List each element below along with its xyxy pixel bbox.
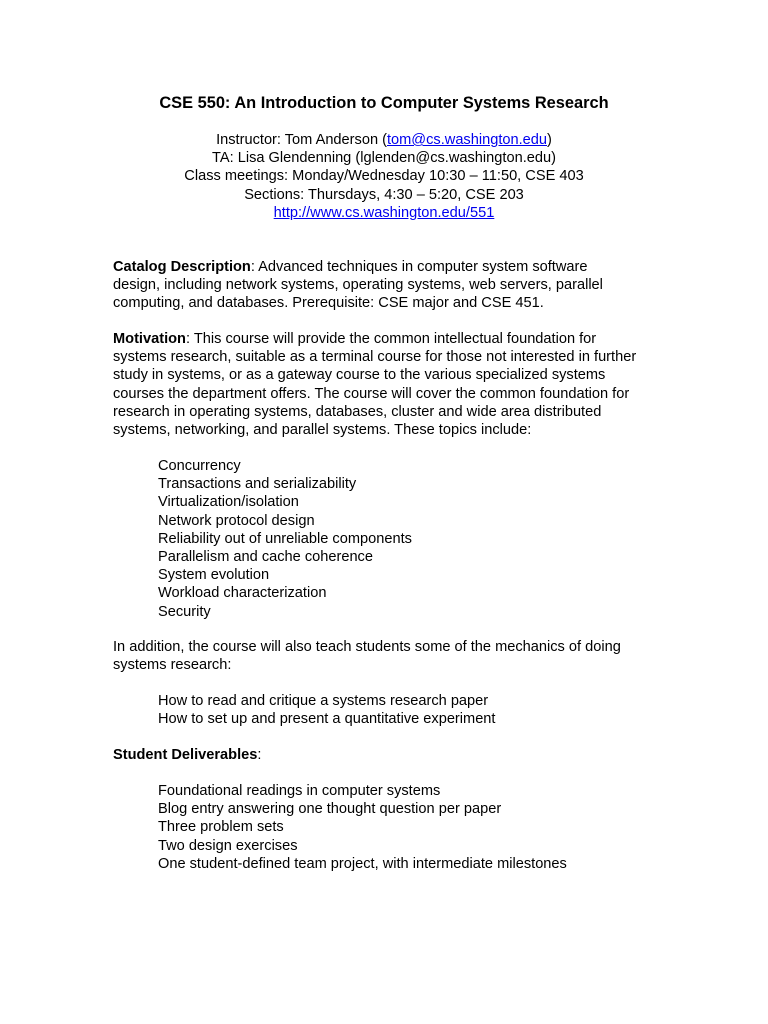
instructor-email-link[interactable]: tom@cs.washington.edu	[386, 132, 548, 148]
course-url-link[interactable]: http://www.cs.washington.edu/551	[273, 204, 495, 221]
deliverables-list	[158, 782, 567, 873]
topic-item: Virtualization/isolation	[158, 494, 299, 511]
motivation	[113, 330, 673, 439]
course-header	[0, 131, 768, 222]
deliverable-item: Foundational readings in computer systems	[158, 783, 441, 799]
instructor-line	[0, 131, 768, 149]
topic-item: Network protocol design	[158, 512, 315, 529]
mechanics-line: systems research:	[113, 657, 232, 674]
deliverables-label: Student Deliverables	[113, 747, 258, 763]
motivation-label: Motivation	[113, 331, 186, 347]
sections-line: Sections: Thursdays, 4:30 – 5:20, CSE 203	[244, 186, 524, 203]
motivation-line: systems research, suitable as a terminal course for those not interested in further	[113, 349, 637, 366]
topic-item: Parallelism and cache coherence	[158, 549, 373, 566]
topic-item: System evolution	[158, 567, 270, 584]
topic-item: Workload characterization	[158, 585, 327, 602]
page-title: CSE 550: An Introduction to Computer Systems Research	[159, 94, 609, 112]
catalog-line: : Advanced techniques in computer system software	[250, 259, 588, 275]
motivation-line: courses the department offers. The course will cover the common foundation for	[113, 385, 630, 402]
mechanics-intro	[113, 638, 673, 674]
deliverable-item: Three problem sets	[158, 819, 284, 836]
topic-item: Reliability out of unreliable components	[158, 530, 412, 547]
motivation-line: : This course will provide the common intellectual foundation for	[185, 331, 597, 347]
catalog-line: design, including network systems, operating systems, web servers, parallel	[113, 277, 603, 294]
topic-item: Transactions and serializability	[158, 476, 357, 493]
instructor-prefix: Instructor: Tom Anderson (	[216, 132, 387, 148]
catalog-description	[113, 258, 673, 313]
ta-line: TA: Lisa Glendenning (lglenden@cs.washington.edu)	[212, 150, 556, 167]
deliverable-item: One student-defined team project, with intermediate milestones	[158, 855, 567, 872]
mechanics-item: How to read and critique a systems research paper	[158, 693, 489, 709]
catalog-line: computing, and databases. Prerequisite: CSE major and CSE 451.	[113, 295, 544, 312]
deliverables-heading	[113, 746, 673, 764]
mechanics-item: How to set up and present a quantitative experiment	[158, 711, 496, 728]
topics-list	[158, 457, 412, 621]
topic-item: Security	[158, 603, 211, 620]
deliverables-colon: :	[257, 747, 262, 763]
topic-item: Concurrency	[158, 458, 241, 474]
mechanics-line: In addition, the course will also teach students some of the mechanics of doing	[113, 639, 621, 655]
deliverable-item: Blog entry answering one thought question per paper	[158, 801, 502, 818]
motivation-line: study in systems, or as a gateway course to the various specialized systems	[113, 367, 606, 384]
motivation-line: systems, networking, and parallel systems. These topics include:	[113, 422, 532, 439]
catalog-description-label: Catalog Description	[113, 259, 251, 275]
instructor-suffix: )	[547, 132, 552, 148]
course-url-line	[0, 204, 768, 222]
class-meetings-line: Class meetings: Monday/Wednesday 10:30 – 11:50, CSE 403	[184, 168, 584, 185]
deliverable-item: Two design exercises	[158, 837, 298, 854]
mechanics-list	[158, 692, 495, 728]
motivation-line: research in operating systems, databases, cluster and wide area distributed	[113, 403, 602, 420]
